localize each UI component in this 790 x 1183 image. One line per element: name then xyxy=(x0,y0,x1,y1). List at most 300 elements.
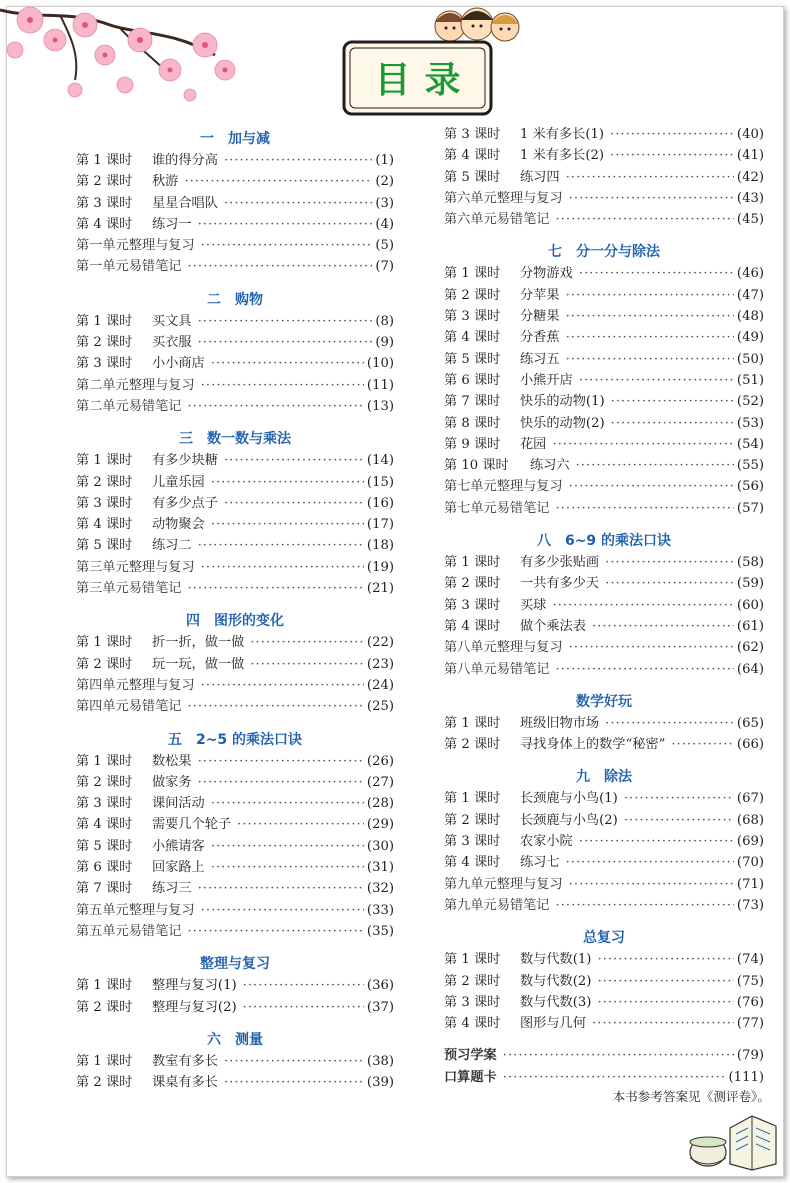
page-number: (19) xyxy=(366,559,394,575)
toc-entry[interactable] xyxy=(76,921,394,942)
dot-leader xyxy=(579,831,734,852)
toc-entry[interactable] xyxy=(76,1051,394,1072)
toc-entry[interactable] xyxy=(76,396,394,417)
entry-title: 买球 xyxy=(520,597,547,613)
page-number: (8) xyxy=(375,313,394,329)
dot-leader xyxy=(211,836,364,857)
toc-entry[interactable] xyxy=(76,632,394,653)
toc-entry[interactable] xyxy=(444,734,764,755)
toc-entry[interactable] xyxy=(76,836,394,857)
lesson-number: 第 1 课时 xyxy=(76,453,133,469)
lesson-number: 第 4 课时 xyxy=(76,517,133,533)
entry-title: 回家路上 xyxy=(152,860,205,876)
dot-leader xyxy=(201,235,373,256)
toc-entry[interactable] xyxy=(76,256,394,277)
dot-leader xyxy=(597,949,733,970)
page-number: (79) xyxy=(736,1048,764,1064)
dot-leader xyxy=(605,552,734,573)
dot-leader xyxy=(610,124,734,145)
entry-title: 小熊开店 xyxy=(520,372,573,388)
toc-entry[interactable] xyxy=(444,874,764,895)
dot-leader xyxy=(237,814,364,835)
page-number: (37) xyxy=(366,999,394,1015)
toc-entry[interactable] xyxy=(444,188,764,209)
page-number: (45) xyxy=(736,212,764,228)
toc-entry[interactable] xyxy=(76,450,394,471)
lesson-number: 第 1 课时 xyxy=(444,952,501,968)
entry-title: 第九单元整理与复习 xyxy=(444,876,563,892)
page-number: (30) xyxy=(366,838,394,854)
toc-entry[interactable] xyxy=(76,353,394,374)
entry-title: 整理与复习(1) xyxy=(152,978,237,994)
toc-entry[interactable] xyxy=(444,852,764,873)
entry-title: 分苹果 xyxy=(520,287,560,303)
entry-title: 1 米有多长(1) xyxy=(520,127,605,142)
page-number: (76) xyxy=(736,994,764,1010)
page-number: (43) xyxy=(736,190,764,206)
lesson-number: 第 8 课时 xyxy=(444,415,501,431)
entry-title: 有多少点子 xyxy=(152,495,218,511)
lesson-number: 第 2 课时 xyxy=(76,1075,133,1091)
entry-title: 第一单元整理与复习 xyxy=(76,238,195,254)
dot-leader xyxy=(605,573,734,594)
page-number: (17) xyxy=(366,517,394,533)
toc-entry[interactable] xyxy=(444,713,764,734)
entry-title: 1 米有多长(2) xyxy=(520,148,605,164)
dot-leader xyxy=(579,370,734,391)
page-number: (54) xyxy=(736,436,764,452)
dot-leader xyxy=(552,434,734,455)
toc-entry[interactable] xyxy=(444,895,764,916)
page-number: (56) xyxy=(736,479,764,495)
toc-entry[interactable] xyxy=(76,975,394,996)
dot-leader xyxy=(188,921,364,942)
toc-entry[interactable] xyxy=(76,751,394,772)
entry-title: 第七单元整理与复习 xyxy=(444,479,563,495)
toc-entry[interactable] xyxy=(76,900,394,921)
entry-title: 数与代数(3) xyxy=(520,994,592,1010)
section-title: 一 加与减 xyxy=(200,131,270,147)
page-number: (74) xyxy=(736,952,764,968)
entry-title: 数松果 xyxy=(152,753,192,769)
page-number: (3) xyxy=(375,195,394,211)
toc-entry[interactable] xyxy=(444,413,764,434)
lesson-number: 第 4 课时 xyxy=(444,618,501,634)
page-number: (58) xyxy=(736,555,764,571)
entry-title: 做家务 xyxy=(152,774,192,790)
section-title: 五 2~5 的乘法口诀 xyxy=(167,731,303,748)
toc-entry[interactable] xyxy=(444,659,764,680)
toc-entry[interactable] xyxy=(76,878,394,899)
entry-title: 有多少张贴画 xyxy=(520,555,600,571)
entry-title: 分糖果 xyxy=(520,309,560,325)
dot-leader xyxy=(611,413,734,434)
page-number: (9) xyxy=(375,335,394,351)
page-number: (50) xyxy=(736,351,764,367)
page-number: (14) xyxy=(366,453,394,469)
dot-leader xyxy=(566,167,734,188)
section-title: 总复习 xyxy=(583,930,625,947)
entry-title: 第二单元整理与复习 xyxy=(76,377,195,393)
toc-entry[interactable] xyxy=(76,214,394,235)
entry-title: 寻找身体上的数学“秘密” xyxy=(520,737,666,753)
toc-entry[interactable] xyxy=(444,434,764,455)
entry-title: 有多少块糖 xyxy=(152,453,218,469)
section-title: 八 6~9 的乘法口诀 xyxy=(536,533,672,550)
lesson-number: 第 3 课时 xyxy=(444,994,501,1010)
section-gap xyxy=(444,1034,764,1045)
entry-title: 第九单元易错笔记 xyxy=(444,897,550,913)
toc-entry[interactable] xyxy=(444,124,764,145)
toc-entry[interactable] xyxy=(444,573,764,594)
entry-title: 第五单元易错笔记 xyxy=(76,923,182,939)
dot-leader xyxy=(671,734,734,755)
lesson-number: 第 1 课时 xyxy=(76,313,133,329)
entry-title: 练习七 xyxy=(520,855,560,871)
entry-title: 练习三 xyxy=(152,881,192,897)
toc-entry[interactable] xyxy=(76,493,394,514)
section-gap xyxy=(76,278,394,289)
lesson-number: 第 1 课时 xyxy=(444,715,501,731)
entry-title: 小熊请客 xyxy=(152,838,205,854)
dot-leader xyxy=(597,971,733,992)
dot-leader xyxy=(566,285,734,306)
page-number: (1) xyxy=(375,153,394,168)
lesson-number: 第 2 课时 xyxy=(444,812,501,828)
toc-entry[interactable] xyxy=(444,616,764,637)
dot-leader xyxy=(211,472,364,493)
entry-title: 小小商店 xyxy=(152,356,205,372)
dot-leader xyxy=(201,900,364,921)
dot-leader xyxy=(224,493,364,514)
section-gap xyxy=(444,916,764,927)
toc-entry[interactable] xyxy=(444,349,764,370)
toc-entry[interactable] xyxy=(444,810,764,831)
dot-leader xyxy=(556,209,734,230)
entry-title: 快乐的动物(2) xyxy=(520,415,605,431)
toc-entry[interactable] xyxy=(444,637,764,658)
entry-title: 买文具 xyxy=(152,313,192,329)
dot-leader xyxy=(243,997,364,1018)
entry-title: 动物聚会 xyxy=(152,517,205,533)
page-number: (73) xyxy=(736,897,764,913)
toc-entry[interactable] xyxy=(76,793,394,814)
section-gap xyxy=(76,718,394,729)
page-number: (111) xyxy=(728,1069,764,1085)
entry-title: 练习一 xyxy=(152,216,192,232)
entry-title: 班级旧物市场 xyxy=(520,715,600,731)
lesson-number: 第 1 课时 xyxy=(76,153,133,168)
dot-leader xyxy=(566,852,734,873)
page-number: (55) xyxy=(736,458,764,474)
toc-entry[interactable] xyxy=(444,788,764,809)
page-number: (11) xyxy=(366,377,394,393)
page-number: (51) xyxy=(736,372,764,388)
entry-title: 折一折，做一做 xyxy=(152,635,245,651)
dot-leader xyxy=(579,263,734,284)
toc-entry[interactable] xyxy=(76,675,394,696)
dot-leader xyxy=(576,455,734,476)
toc-entry[interactable] xyxy=(444,391,764,412)
lesson-number: 第 1 课时 xyxy=(444,791,501,807)
entry-title: 练习四 xyxy=(520,169,560,185)
page-number: (2) xyxy=(375,174,394,190)
dot-leader xyxy=(188,396,364,417)
entry-title: 一共有多少天 xyxy=(520,576,600,592)
lesson-number: 第 3 课时 xyxy=(444,309,501,325)
section-gap xyxy=(444,230,764,241)
page-number: (47) xyxy=(736,287,764,303)
toc-entry[interactable] xyxy=(444,1067,764,1088)
dot-leader xyxy=(184,171,372,192)
dot-leader xyxy=(198,311,373,332)
toc-entry[interactable] xyxy=(444,1045,764,1066)
page-number: (39) xyxy=(366,1075,394,1091)
lesson-number: 第 1 课时 xyxy=(76,753,133,769)
entry-title: 玩一玩，做一做 xyxy=(152,656,245,672)
toc-entry[interactable] xyxy=(444,1013,764,1034)
page-number: (42) xyxy=(736,169,764,185)
entry-title: 星星合唱队 xyxy=(152,195,218,211)
page-number: (16) xyxy=(366,495,394,511)
toc-entry[interactable] xyxy=(76,997,394,1018)
entry-title: 第七单元易错笔记 xyxy=(444,500,550,516)
dot-leader xyxy=(566,349,734,370)
lesson-number: 第 1 课时 xyxy=(76,635,133,651)
dot-leader xyxy=(201,557,364,578)
entry-title: 数与代数(2) xyxy=(520,973,592,989)
page-number: (27) xyxy=(366,774,394,790)
lesson-number: 第 3 课时 xyxy=(76,495,133,511)
lesson-number: 第 2 课时 xyxy=(76,999,133,1015)
page-number: (4) xyxy=(375,216,394,232)
page-number: (26) xyxy=(366,753,394,769)
dot-leader xyxy=(556,498,734,519)
dot-leader xyxy=(211,793,364,814)
page-number: (21) xyxy=(366,581,394,597)
section-gap xyxy=(444,680,764,691)
entry-title: 分物游戏 xyxy=(520,266,573,282)
entry-title: 第四单元易错笔记 xyxy=(76,699,182,715)
kids-illustration xyxy=(425,2,525,42)
dot-leader xyxy=(503,1045,734,1066)
page-number: (22) xyxy=(366,635,394,651)
toc-entry[interactable] xyxy=(444,455,764,476)
entry-title: 图形与几何 xyxy=(520,1016,586,1032)
page-number: (10) xyxy=(366,356,394,372)
dot-leader xyxy=(243,975,364,996)
page-number: (46) xyxy=(736,266,764,282)
page-number: (31) xyxy=(366,860,394,876)
dot-leader xyxy=(611,391,734,412)
page-number: (15) xyxy=(366,474,394,490)
dot-leader xyxy=(211,353,364,374)
lesson-number: 第 3 课时 xyxy=(444,597,501,613)
toc-entry[interactable] xyxy=(444,285,764,306)
toc-entry[interactable] xyxy=(444,971,764,992)
page-number: (77) xyxy=(736,1016,764,1032)
section-title: 三 数一数与乘法 xyxy=(179,431,291,448)
page-number: (66) xyxy=(736,737,764,753)
dot-leader xyxy=(198,214,373,235)
entry-title: 第二单元易错笔记 xyxy=(76,398,182,414)
entry-title: 第六单元易错笔记 xyxy=(444,212,550,228)
lesson-number: 第 4 课时 xyxy=(76,216,133,232)
lesson-number: 第 2 课时 xyxy=(444,576,501,592)
toc-entry[interactable] xyxy=(76,514,394,535)
book-and-cup-decoration xyxy=(680,1108,780,1174)
page-number: (57) xyxy=(736,500,764,516)
toc-entry[interactable] xyxy=(76,150,394,171)
entry-title: 整理与复习(2) xyxy=(152,999,237,1015)
toc-entry[interactable] xyxy=(76,332,394,353)
toc-entry[interactable] xyxy=(76,696,394,717)
toc-entry[interactable] xyxy=(444,992,764,1013)
page-number: (23) xyxy=(366,656,394,672)
page-number: (36) xyxy=(366,978,394,994)
dot-leader xyxy=(188,256,373,277)
toc-entry[interactable] xyxy=(76,1072,394,1093)
toc-entry[interactable] xyxy=(76,578,394,599)
page-number: (29) xyxy=(366,817,394,833)
toc-entry[interactable] xyxy=(76,857,394,878)
page-number: (35) xyxy=(366,923,394,939)
toc-entry[interactable] xyxy=(444,498,764,519)
entry-title: 第一单元易错笔记 xyxy=(76,259,182,275)
entry-title: 第六单元整理与复习 xyxy=(444,190,563,206)
lesson-number: 第 3 课时 xyxy=(76,796,133,812)
page-number: (18) xyxy=(366,538,394,554)
toc-entry[interactable] xyxy=(444,209,764,230)
entry-title: 谁的得分高 xyxy=(152,153,218,168)
page-number: (25) xyxy=(366,699,394,715)
lesson-number: 第 3 课时 xyxy=(76,195,133,211)
dot-leader xyxy=(201,675,364,696)
toc-entry[interactable] xyxy=(444,167,764,188)
page-number: (65) xyxy=(736,715,764,731)
entry-title: 练习二 xyxy=(152,538,192,554)
dot-leader xyxy=(597,992,733,1013)
section-title: 数学好玩 xyxy=(576,693,632,710)
page-number: (48) xyxy=(736,309,764,325)
section-title: 整理与复习 xyxy=(200,956,270,973)
page-number: (71) xyxy=(736,876,764,892)
cherry-blossom-decoration xyxy=(0,0,250,120)
dot-leader xyxy=(503,1067,726,1088)
dot-leader xyxy=(198,751,364,772)
toc-entry[interactable] xyxy=(444,306,764,327)
entry-title: 第四单元整理与复习 xyxy=(76,677,195,693)
lesson-number: 第 2 课时 xyxy=(76,474,133,490)
toc-entry[interactable] xyxy=(76,814,394,835)
dot-leader xyxy=(569,637,734,658)
lesson-number: 第 2 课时 xyxy=(444,973,501,989)
entry-title: 预习学案 xyxy=(444,1048,497,1064)
dot-leader xyxy=(198,332,373,353)
toc-entry[interactable] xyxy=(444,552,764,573)
dot-leader xyxy=(224,1072,364,1093)
lesson-number: 第 4 课时 xyxy=(444,148,501,164)
toc-entry[interactable] xyxy=(76,772,394,793)
lesson-number: 第 3 课时 xyxy=(76,356,133,372)
lesson-number: 第 5 课时 xyxy=(76,538,133,554)
dot-leader xyxy=(566,327,734,348)
toc-entry[interactable] xyxy=(76,535,394,556)
toc-entry[interactable] xyxy=(444,831,764,852)
page-number: (68) xyxy=(736,812,764,828)
page-number: (75) xyxy=(736,973,764,989)
lesson-number: 第 3 课时 xyxy=(444,127,501,142)
page-number: (60) xyxy=(736,597,764,613)
section-gap xyxy=(76,417,394,428)
toc-entry[interactable] xyxy=(444,370,764,391)
dot-leader xyxy=(224,450,364,471)
page-number: (41) xyxy=(736,148,764,164)
entry-title: 花园 xyxy=(520,436,547,452)
toc-entry[interactable] xyxy=(76,654,394,675)
dot-leader xyxy=(224,1051,364,1072)
dot-leader xyxy=(592,616,734,637)
page-number: (32) xyxy=(366,881,394,897)
toc-entry[interactable] xyxy=(76,193,394,214)
page-number: (28) xyxy=(366,796,394,812)
toc-entry[interactable] xyxy=(444,145,764,166)
lesson-number: 第 1 课时 xyxy=(444,266,501,282)
entry-title: 买衣服 xyxy=(152,335,192,351)
toc-entry[interactable] xyxy=(76,311,394,332)
section-gap xyxy=(76,1018,394,1029)
lesson-number: 第 5 课时 xyxy=(444,351,501,367)
lesson-number: 第 1 课时 xyxy=(444,555,501,571)
lesson-number: 第 9 课时 xyxy=(444,436,501,452)
section-gap xyxy=(76,599,394,610)
lesson-number: 第 4 课时 xyxy=(444,330,501,346)
section-title: 九 除法 xyxy=(576,769,632,786)
entry-title: 农家小院 xyxy=(520,834,573,850)
toc-entry[interactable] xyxy=(76,557,394,578)
entry-title: 第五单元整理与复习 xyxy=(76,902,195,918)
page-number: (70) xyxy=(736,855,764,871)
page-number: (33) xyxy=(366,902,394,918)
toc-entry[interactable] xyxy=(444,327,764,348)
entry-title: 数与代数(1) xyxy=(520,952,592,968)
entry-title: 快乐的动物(1) xyxy=(520,394,605,410)
toc-entry[interactable] xyxy=(444,949,764,970)
lesson-number: 第 2 课时 xyxy=(444,287,501,303)
page-number: (53) xyxy=(736,415,764,431)
toc-entry[interactable] xyxy=(444,476,764,497)
dot-leader xyxy=(201,375,364,396)
toc-entry[interactable] xyxy=(76,235,394,256)
toc-entry[interactable] xyxy=(76,171,394,192)
page-number: (69) xyxy=(736,834,764,850)
toc-right-column xyxy=(444,124,764,1088)
page-number: (13) xyxy=(366,398,394,414)
lesson-number: 第 2 课时 xyxy=(76,174,133,190)
toc-entry[interactable] xyxy=(444,263,764,284)
dot-leader xyxy=(188,578,364,599)
dot-leader xyxy=(569,188,734,209)
toc-entry[interactable] xyxy=(444,595,764,616)
dot-leader xyxy=(624,788,734,809)
dot-leader xyxy=(569,874,734,895)
section-gap xyxy=(76,942,394,953)
dot-leader xyxy=(188,696,364,717)
dot-leader xyxy=(556,659,734,680)
lesson-number: 第 2 课时 xyxy=(76,335,133,351)
toc-entry[interactable] xyxy=(76,375,394,396)
toc-entry[interactable] xyxy=(76,472,394,493)
